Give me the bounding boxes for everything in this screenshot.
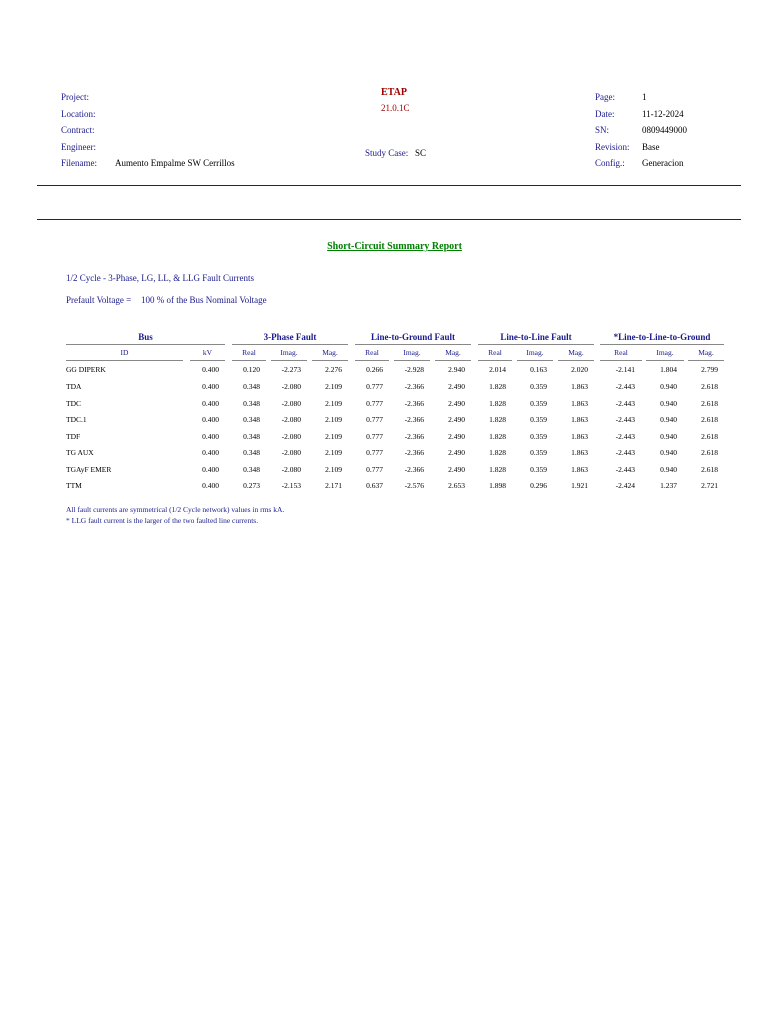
ll-imag: 0.296 <box>530 481 547 490</box>
bus-id: TDC.1 <box>66 415 87 424</box>
ll-imag: 0.359 <box>530 432 547 441</box>
date-value: 11-12-2024 <box>642 109 684 119</box>
col-header-llg-mag: Mag. <box>698 348 714 357</box>
ll-imag: 0.359 <box>530 399 547 408</box>
col-underline <box>517 360 553 361</box>
group-underline <box>600 344 724 345</box>
filename-value: Aumento Empalme SW Cerrillos <box>115 158 235 168</box>
prefault-value: 100 % of the Bus Nominal Voltage <box>141 295 267 305</box>
ll-mag: 1.863 <box>571 399 588 408</box>
ll-real: 1.828 <box>489 382 506 391</box>
table-row <box>0 432 768 448</box>
bus-id: TTM <box>66 481 82 490</box>
3p-imag: -2.080 <box>281 448 301 457</box>
3p-mag: 2.109 <box>325 415 342 424</box>
group-ll: Line-to-Line Fault <box>500 332 572 342</box>
ll-real: 1.828 <box>489 465 506 474</box>
report-title: Short-Circuit Summary Report <box>327 241 462 252</box>
llg-mag: 2.618 <box>701 415 718 424</box>
revision-label: Revision: <box>595 142 630 152</box>
lg-real: 0.777 <box>366 465 383 474</box>
report-subtitle: 1/2 Cycle - 3-Phase, LG, LL, & LLG Fault Currents <box>66 273 254 283</box>
lg-imag: -2.366 <box>404 382 424 391</box>
llg-imag: 1.237 <box>660 481 677 490</box>
llg-real: -2.424 <box>615 481 635 490</box>
bus-id: TDF <box>66 432 81 441</box>
bus-kv: 0.400 <box>202 415 219 424</box>
group-lg: Line-to-Ground Fault <box>370 332 456 342</box>
llg-imag: 1.804 <box>660 365 677 374</box>
lg-mag: 2.490 <box>448 399 465 408</box>
bus-kv: 0.400 <box>202 382 219 391</box>
page-label: Page: <box>595 92 615 102</box>
header-divider-top <box>37 185 741 186</box>
revision-value: Base <box>642 142 660 152</box>
lg-imag: -2.366 <box>404 432 424 441</box>
ll-imag: 0.359 <box>530 465 547 474</box>
col-underline <box>66 360 183 361</box>
ll-imag: 0.359 <box>530 448 547 457</box>
page-value: 1 <box>642 92 647 102</box>
ll-real: 2.014 <box>489 365 506 374</box>
3p-real: 0.348 <box>243 448 260 457</box>
3p-mag: 2.109 <box>325 399 342 408</box>
app-version: 21.0.1C <box>381 103 410 113</box>
ll-mag: 1.863 <box>571 465 588 474</box>
col-header-llg-real: Real <box>614 348 628 357</box>
3p-imag: -2.080 <box>281 465 301 474</box>
3p-imag: -2.080 <box>281 399 301 408</box>
col-header-kv: kV <box>202 348 213 357</box>
col-underline <box>232 360 266 361</box>
ll-real: 1.828 <box>489 415 506 424</box>
col-underline <box>688 360 724 361</box>
col-header-ll-real: Real <box>488 348 502 357</box>
llg-mag: 2.618 <box>701 448 718 457</box>
table-row <box>0 399 768 415</box>
col-underline <box>394 360 430 361</box>
lg-mag: 2.653 <box>448 481 465 490</box>
group-underline <box>478 344 594 345</box>
llg-mag: 2.618 <box>701 465 718 474</box>
3p-mag: 2.171 <box>325 481 342 490</box>
llg-real: -2.141 <box>615 365 635 374</box>
group-bus: Bus <box>138 332 153 342</box>
bus-id: GG DIPERK <box>66 365 106 374</box>
llg-mag: 2.618 <box>701 432 718 441</box>
table-row <box>0 365 768 381</box>
lg-real: 0.777 <box>366 432 383 441</box>
3p-imag: -2.273 <box>281 365 301 374</box>
config-label: Config.: <box>595 158 625 168</box>
llg-imag: 0.940 <box>660 382 677 391</box>
col-underline <box>558 360 594 361</box>
ll-mag: 2.020 <box>571 365 588 374</box>
table-row <box>0 465 768 481</box>
ll-real: 1.898 <box>489 481 506 490</box>
col-header-lg-mag: Mag. <box>445 348 461 357</box>
ll-mag: 1.863 <box>571 382 588 391</box>
ll-imag: 0.359 <box>530 415 547 424</box>
3p-mag: 2.109 <box>325 432 342 441</box>
3p-real: 0.348 <box>243 432 260 441</box>
filename-label: Filename: <box>61 158 97 168</box>
lg-real: 0.637 <box>366 481 383 490</box>
llg-imag: 0.940 <box>660 448 677 457</box>
group-underline <box>232 344 348 345</box>
3p-imag: -2.080 <box>281 415 301 424</box>
llg-real: -2.443 <box>615 465 635 474</box>
lg-imag: -2.928 <box>404 365 424 374</box>
bus-id: TG AUX <box>66 448 94 457</box>
bus-kv: 0.400 <box>202 399 219 408</box>
bus-id: TGAyF EMER <box>66 465 112 474</box>
sn-label: SN: <box>595 125 610 135</box>
col-underline <box>646 360 684 361</box>
study-case-label: Study Case: <box>365 148 409 158</box>
lg-real: 0.777 <box>366 448 383 457</box>
header-divider-bottom <box>37 219 741 220</box>
llg-real: -2.443 <box>615 432 635 441</box>
col-underline <box>271 360 307 361</box>
prefault-label: Prefault Voltage = <box>66 295 132 305</box>
llg-mag: 2.618 <box>701 382 718 391</box>
date-label: Date: <box>595 109 615 119</box>
project-label: Project: <box>61 92 89 102</box>
group-underline <box>66 344 225 345</box>
lg-mag: 2.490 <box>448 432 465 441</box>
lg-real: 0.777 <box>366 399 383 408</box>
3p-imag: -2.153 <box>281 481 301 490</box>
lg-imag: -2.366 <box>404 448 424 457</box>
col-header-3p-imag: Imag. <box>280 348 298 357</box>
col-underline <box>312 360 348 361</box>
ll-real: 1.828 <box>489 448 506 457</box>
bus-id: TDA <box>66 382 82 391</box>
3p-imag: -2.080 <box>281 432 301 441</box>
table-row <box>0 415 768 431</box>
ll-real: 1.828 <box>489 399 506 408</box>
lg-imag: -2.366 <box>404 399 424 408</box>
llg-real: -2.443 <box>615 382 635 391</box>
bus-id: TDC <box>66 399 81 408</box>
ll-real: 1.828 <box>489 432 506 441</box>
lg-imag: -2.366 <box>404 465 424 474</box>
contract-label: Contract: <box>61 125 95 135</box>
col-header-ll-imag: Imag. <box>526 348 544 357</box>
3p-mag: 2.109 <box>325 382 342 391</box>
col-underline <box>355 360 389 361</box>
engineer-label: Engineer: <box>61 142 96 152</box>
ll-mag: 1.863 <box>571 448 588 457</box>
col-underline <box>190 360 225 361</box>
bus-kv: 0.400 <box>202 481 219 490</box>
col-header-id: ID <box>120 348 129 357</box>
3p-mag: 2.109 <box>325 465 342 474</box>
col-header-lg-real: Real <box>365 348 379 357</box>
config-value: Generacion <box>642 158 684 168</box>
sn-value: 0809449000 <box>642 125 687 135</box>
group-three-phase: 3-Phase Fault <box>263 332 317 342</box>
3p-real: 0.348 <box>243 465 260 474</box>
bus-kv: 0.400 <box>202 432 219 441</box>
bus-kv: 0.400 <box>202 448 219 457</box>
3p-real: 0.273 <box>243 481 260 490</box>
app-title: ETAP <box>381 87 407 98</box>
ll-mag: 1.863 <box>571 415 588 424</box>
3p-mag: 2.109 <box>325 448 342 457</box>
lg-mag: 2.940 <box>448 365 465 374</box>
col-header-3p-real: Real <box>242 348 256 357</box>
group-llg: *Line-to-Line-to-Ground <box>613 332 711 342</box>
ll-imag: 0.163 <box>530 365 547 374</box>
bus-kv: 0.400 <box>202 365 219 374</box>
lg-mag: 2.490 <box>448 382 465 391</box>
lg-imag: -2.366 <box>404 415 424 424</box>
ll-mag: 1.921 <box>571 481 588 490</box>
col-header-ll-mag: Mag. <box>568 348 584 357</box>
3p-real: 0.348 <box>243 399 260 408</box>
col-header-3p-mag: Mag. <box>322 348 338 357</box>
footnote-llg: * LLG fault current is the larger of the two faulted line currents. <box>66 516 259 525</box>
col-header-lg-imag: Imag. <box>403 348 421 357</box>
3p-mag: 2.276 <box>325 365 342 374</box>
llg-real: -2.443 <box>615 399 635 408</box>
llg-imag: 0.940 <box>660 465 677 474</box>
location-label: Location: <box>61 109 96 119</box>
llg-mag: 2.618 <box>701 399 718 408</box>
bus-kv: 0.400 <box>202 465 219 474</box>
group-underline <box>355 344 471 345</box>
table-row <box>0 448 768 464</box>
lg-mag: 2.490 <box>448 465 465 474</box>
ll-mag: 1.863 <box>571 432 588 441</box>
lg-real: 0.266 <box>366 365 383 374</box>
lg-mag: 2.490 <box>448 448 465 457</box>
ll-imag: 0.359 <box>530 382 547 391</box>
3p-imag: -2.080 <box>281 382 301 391</box>
col-underline <box>600 360 642 361</box>
llg-imag: 0.940 <box>660 415 677 424</box>
llg-mag: 2.721 <box>701 481 718 490</box>
col-underline <box>478 360 512 361</box>
study-case-value: SC <box>415 148 427 158</box>
llg-imag: 0.940 <box>660 432 677 441</box>
llg-real: -2.443 <box>615 448 635 457</box>
footnote-symmetrical: All fault currents are symmetrical (1/2 Cycle network) values in rms kA. <box>66 505 285 514</box>
col-header-llg-imag: Imag. <box>656 348 674 357</box>
col-underline <box>435 360 471 361</box>
llg-real: -2.443 <box>615 415 635 424</box>
lg-mag: 2.490 <box>448 415 465 424</box>
lg-imag: -2.576 <box>404 481 424 490</box>
3p-real: 0.348 <box>243 382 260 391</box>
llg-imag: 0.940 <box>660 399 677 408</box>
lg-real: 0.777 <box>366 415 383 424</box>
table-row <box>0 481 768 497</box>
lg-real: 0.777 <box>366 382 383 391</box>
3p-real: 0.120 <box>243 365 260 374</box>
table-row <box>0 382 768 398</box>
llg-mag: 2.799 <box>701 365 718 374</box>
3p-real: 0.348 <box>243 415 260 424</box>
